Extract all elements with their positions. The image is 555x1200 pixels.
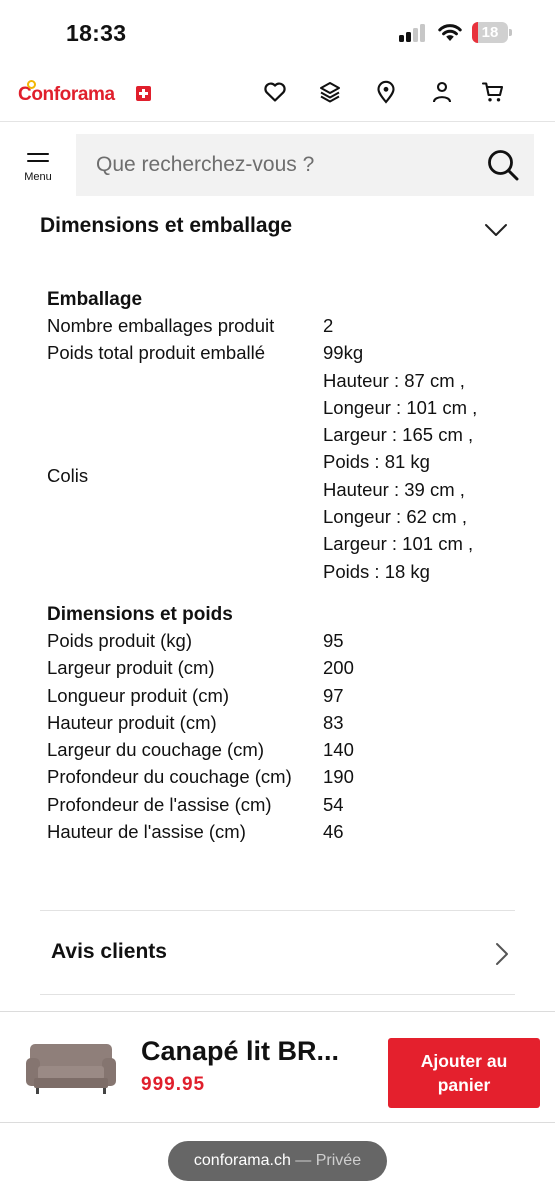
product-thumbnail[interactable]	[24, 1036, 118, 1100]
spec-value	[323, 312, 517, 339]
reviews-title: Avis clients	[51, 940, 167, 963]
spec-value-line: Hauteur : 87 cm ,	[323, 369, 465, 391]
spec-label: Profondeur de l'assise (cm)	[47, 793, 272, 815]
browser-url-pill[interactable]	[168, 1141, 387, 1181]
menu-label: Menu	[24, 171, 52, 183]
spec-label: Colis	[47, 465, 89, 487]
add-to-cart-button[interactable]: Ajouter au panier	[388, 1038, 540, 1108]
spec-value: 140	[323, 739, 354, 761]
chevron-right-icon[interactable]	[495, 942, 509, 966]
spec-value	[323, 339, 517, 366]
spec-row	[47, 367, 517, 585]
spec-group-emballage	[47, 288, 517, 585]
divider	[40, 994, 515, 995]
cart-icon[interactable]	[481, 80, 505, 104]
product-name: Canapé lit BR...	[141, 1036, 340, 1066]
spec-row	[47, 312, 517, 339]
spec-row	[47, 818, 517, 845]
spec-row	[47, 736, 517, 763]
spec-value: 54	[323, 793, 344, 815]
reviews-section[interactable]	[40, 916, 515, 990]
status-time: 18:33	[66, 20, 127, 46]
location-pin-icon[interactable]	[374, 80, 398, 104]
spec-row	[47, 763, 517, 790]
spec-value-line: Poids : 81 kg	[323, 451, 430, 473]
spec-value: 95	[323, 629, 344, 651]
spec-row	[47, 791, 517, 818]
battery-icon	[472, 22, 512, 43]
search-icon[interactable]	[486, 148, 520, 182]
user-icon[interactable]	[430, 80, 454, 104]
section-title: Dimensions et emballage	[40, 214, 293, 237]
spec-label: Profondeur du couchage (cm)	[47, 766, 292, 788]
hamburger-icon	[27, 153, 49, 155]
status-bar	[0, 0, 555, 62]
search-row	[0, 122, 555, 208]
battery-level: 18	[481, 24, 499, 41]
heart-icon[interactable]	[263, 80, 287, 104]
logo-text: Conforama	[18, 84, 115, 105]
spec-label: Largeur du couchage (cm)	[47, 739, 264, 761]
product-price: 999.95	[141, 1074, 206, 1095]
divider	[40, 910, 515, 911]
spec-label: Hauteur produit (cm)	[47, 711, 217, 733]
spec-value-line: Longeur : 101 cm ,	[323, 396, 478, 418]
spec-value-line: 99kg	[323, 342, 364, 364]
spec-label: Nombre emballages produit	[47, 315, 275, 336]
spec-label: Poids total produit emballé	[47, 342, 266, 364]
spec-row	[47, 654, 517, 681]
spec-group-title: Dimensions et poids	[47, 603, 233, 625]
spec-row	[47, 709, 517, 736]
spec-group-dimensions	[47, 603, 517, 845]
logo-ring-icon	[27, 80, 36, 89]
wifi-icon	[437, 22, 463, 42]
spec-row	[47, 682, 517, 709]
spec-label: Poids produit (kg)	[47, 629, 192, 651]
spec-label: Longueur produit (cm)	[47, 684, 230, 706]
menu-button[interactable]	[18, 150, 58, 186]
spec-row	[47, 339, 517, 366]
chevron-down-icon[interactable]	[484, 222, 508, 238]
spec-label: Hauteur de l'assise (cm)	[47, 821, 246, 843]
spec-value-line: Longeur : 62 cm ,	[323, 506, 467, 528]
swiss-cross-icon	[136, 86, 151, 101]
search-box	[76, 134, 534, 196]
spec-row	[47, 627, 517, 654]
spec-value: 97	[323, 684, 344, 706]
layers-icon[interactable]	[318, 80, 342, 104]
specs-table	[47, 288, 517, 845]
spec-value: 83	[323, 711, 344, 733]
spec-value: 46	[323, 821, 344, 843]
url-domain: conforama.ch	[193, 1152, 291, 1169]
spec-value-line: Poids : 18 kg	[323, 560, 430, 582]
private-mode-label: — Privée	[290, 1152, 362, 1169]
dimensions-section-header[interactable]	[40, 208, 515, 252]
site-header	[0, 62, 555, 122]
spec-group-title: Emballage	[47, 289, 143, 310]
cellular-signal-icon	[399, 24, 429, 42]
spec-value: 190	[323, 766, 354, 788]
spec-value	[323, 367, 517, 585]
spec-label: Largeur produit (cm)	[47, 657, 215, 679]
spec-value-line: Hauteur : 39 cm ,	[323, 478, 465, 500]
search-input[interactable]	[76, 134, 476, 196]
spec-value: 200	[323, 657, 354, 679]
sticky-product-bar	[0, 1011, 555, 1123]
spec-value-line: Largeur : 165 cm ,	[323, 424, 474, 446]
spec-value-line: Largeur : 101 cm ,	[323, 533, 474, 555]
spec-value-line: 2	[323, 315, 334, 336]
